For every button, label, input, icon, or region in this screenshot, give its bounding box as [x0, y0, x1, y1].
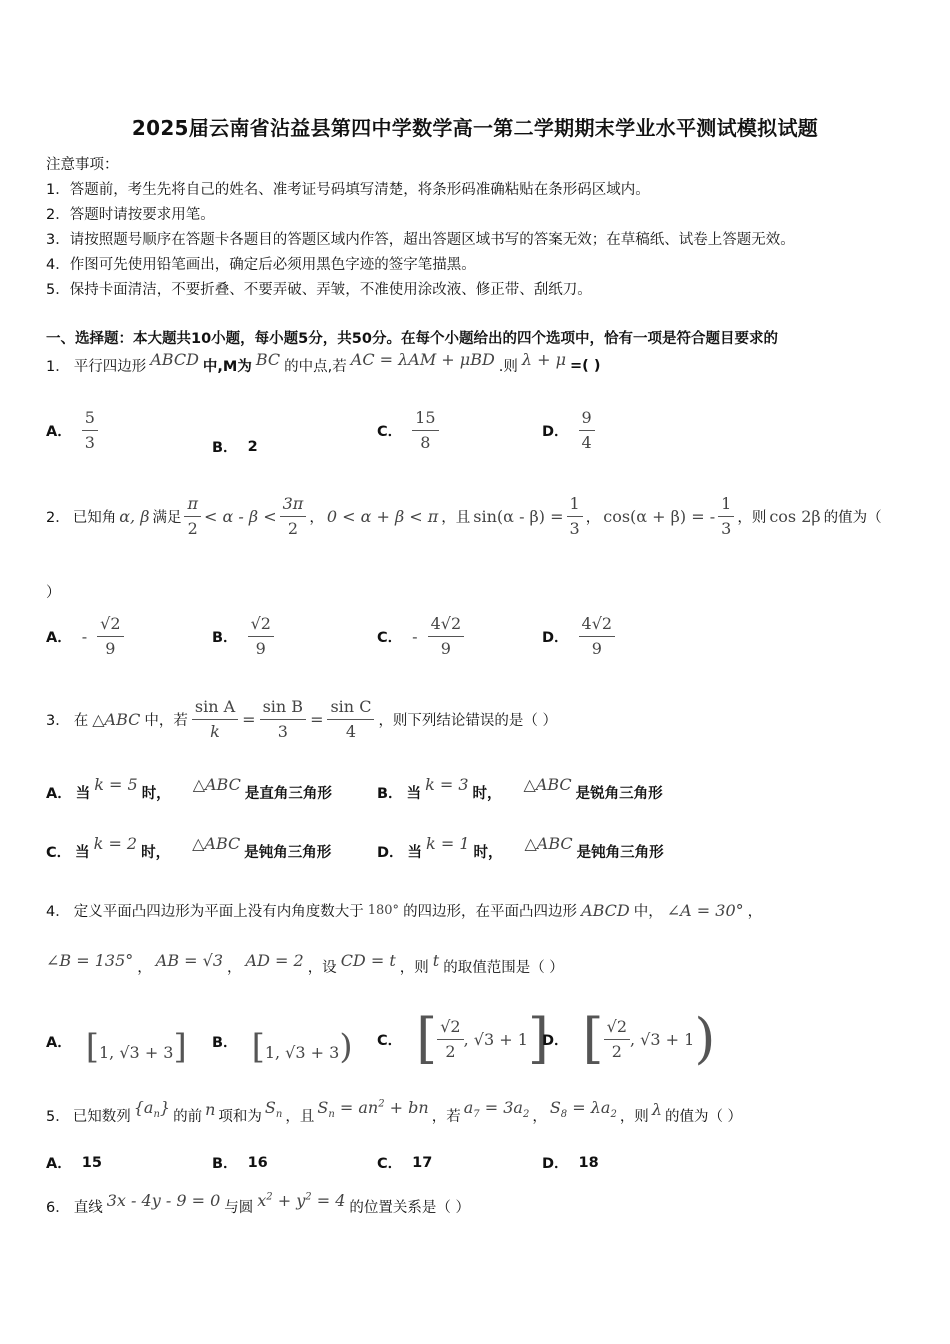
- option-label: A．: [46, 1156, 72, 1172]
- option-label: D．: [377, 845, 404, 861]
- fraction: $\frac{3\pi}{2}$: [280, 494, 307, 539]
- section-heading: 一、选择题：本大题共10小题，每小题5分，共50分。在每个小题给出的四个选项中，恰有一项是符合题目要求的: [46, 331, 778, 347]
- option-value: 16: [247, 1154, 268, 1171]
- option-label: A．: [46, 630, 72, 646]
- question-text: 的值为（ ）: [664, 1108, 743, 1125]
- fraction: $\frac{√2}{2}$: [604, 1017, 630, 1062]
- interval-value: , √3 + 1: [463, 1029, 528, 1049]
- option-a[interactable]: [46, 1027, 187, 1067]
- math-expr: k = 2: [93, 834, 138, 853]
- question-text: 的取值范围是（ ）: [443, 960, 564, 976]
- option-label: B．: [212, 1034, 238, 1051]
- question-text: 已知数列: [72, 1108, 131, 1125]
- fraction: $\frac{√2}{2}$: [437, 1017, 463, 1062]
- math-expr: ABCD: [581, 901, 630, 920]
- math-expr: ABCD: [150, 350, 199, 369]
- question-text: ，且: [285, 1108, 315, 1125]
- math-expr: cos 2β: [769, 507, 821, 526]
- notes-heading: 注意事项：: [46, 157, 119, 173]
- question-3: [46, 697, 557, 742]
- math-expr: △ABC: [523, 775, 572, 794]
- option-c[interactable]: [377, 408, 439, 453]
- fraction: $\frac{\text{sin C}}{4}$: [327, 697, 374, 742]
- bracket-right: ]: [527, 1007, 549, 1070]
- question-text: 定义平面凸四边形为平面上没有内角度数大于: [73, 904, 364, 920]
- math-expr: sin(α - β) =: [473, 507, 564, 526]
- fraction: $\frac{9}{4}$: [579, 408, 595, 453]
- fraction: $\frac{√2}{9}$: [97, 614, 123, 659]
- math-expr: AB = √3: [155, 951, 224, 970]
- bracket-left: [: [416, 1007, 438, 1070]
- option-text: 是钝角三角形: [576, 845, 664, 861]
- math-expr: BC: [255, 350, 281, 369]
- question-text: ，: [747, 904, 763, 920]
- option-value: 17: [412, 1154, 433, 1171]
- bracket-right: ]: [173, 1027, 187, 1067]
- question-text: 平行四边形: [73, 359, 147, 375]
- question-text: 的位置关系是（ ）: [349, 1200, 471, 1216]
- fraction: $\frac{\pi}{2}$: [184, 494, 201, 539]
- option-value: 15: [81, 1154, 102, 1171]
- question-text: ，且: [441, 510, 471, 526]
- option-c[interactable]: [46, 834, 332, 862]
- question-text: ，则: [619, 1108, 649, 1125]
- option-c[interactable]: [377, 1152, 432, 1173]
- option-label: D．: [542, 1032, 569, 1049]
- interval-value: 1, √3 + 3: [264, 1043, 340, 1062]
- option-label: B．: [212, 440, 238, 456]
- option-text: 时，: [141, 845, 171, 861]
- option-b[interactable]: [212, 1152, 268, 1173]
- option-d[interactable]: [377, 834, 664, 862]
- math-expr: △ABC: [524, 834, 573, 853]
- option-label: C．: [377, 424, 403, 440]
- option-label: A．: [46, 1034, 72, 1051]
- math-expr: △ABC: [92, 710, 141, 729]
- math-expr: △ABC: [192, 775, 241, 794]
- paren-right: ): [694, 1007, 716, 1070]
- question-text: 的四边形，在平面凸四边形: [403, 904, 578, 920]
- option-label: B．: [212, 630, 238, 646]
- math-sign: -: [412, 627, 418, 646]
- question-number: 5．: [46, 1108, 70, 1125]
- option-b[interactable]: [212, 1027, 353, 1067]
- paren-right: ): [339, 1027, 353, 1067]
- note-item: 1．答题前，考生先将自己的姓名、准考证号码填写清楚，将条形码准确粘贴在条形码区域内。: [46, 182, 650, 198]
- math-expr: CD = t: [340, 951, 396, 970]
- math-expr: λ + μ: [521, 350, 567, 369]
- option-a[interactable]: [46, 408, 98, 453]
- math-expr: AC = λAM + μBD: [350, 350, 495, 369]
- question-text: ，则下列结论错误的是（ ）: [378, 713, 558, 729]
- option-label: D．: [542, 630, 569, 646]
- option-d[interactable]: [542, 1152, 599, 1173]
- question-2: [46, 494, 882, 539]
- fraction: $\frac{4√2}{9}$: [579, 614, 616, 659]
- math-expr: △ABC: [192, 834, 241, 853]
- question-number: 3．: [46, 713, 70, 729]
- option-text: 当: [407, 845, 423, 861]
- question-text: 与圆: [224, 1200, 254, 1216]
- option-text: 是钝角三角形: [244, 845, 332, 861]
- fraction: $\frac{\text{sin B}}{3}$: [260, 697, 306, 742]
- question-text: =( ): [570, 357, 601, 374]
- question-text: ，若: [431, 1108, 461, 1125]
- question-number: 1．: [46, 359, 70, 375]
- option-d[interactable]: [542, 614, 615, 659]
- question-text: .则: [498, 359, 518, 375]
- question-4: [46, 900, 762, 921]
- question-text: 的中点,若: [284, 359, 347, 375]
- option-label: C．: [46, 845, 72, 861]
- interval-value: 1, √3 + 3: [99, 1043, 174, 1062]
- math-expr: $x^2 + y^2 = 4$: [257, 1191, 346, 1210]
- option-label: C．: [377, 1156, 403, 1172]
- interval-value: , √3 + 1: [630, 1029, 695, 1049]
- question-text: 满足: [152, 510, 182, 526]
- option-text: 时，: [141, 786, 171, 802]
- option-text: 当: [406, 786, 422, 802]
- question-text: 直线: [73, 1200, 103, 1216]
- fraction: $\frac{1}{3}$: [718, 494, 734, 539]
- math-expr: $S_n = an^2$ + bn: [317, 1098, 429, 1121]
- question-text: 中，: [633, 904, 663, 920]
- question-text: ，: [585, 510, 601, 526]
- note-item: 2．答题时请按要求用笔。: [46, 207, 215, 223]
- question-text: ，设: [307, 960, 337, 976]
- math-expr: k = 3: [425, 775, 469, 794]
- option-value: 18: [578, 1154, 599, 1171]
- option-c[interactable]: [377, 614, 464, 659]
- math-expr: 3x - 4y - 9 = 0: [106, 1191, 221, 1210]
- math-expr: $S_n$: [264, 1098, 283, 1121]
- option-label: B．: [212, 1156, 238, 1172]
- sequence-symbol: $\{a_n\}$: [133, 1098, 171, 1121]
- question-4-line2: [46, 951, 564, 977]
- question-text: 中，若: [144, 713, 188, 729]
- exam-title: 2025届云南省沾益县第四中学数学高一第二学期期末学业水平测试模拟试题: [131, 116, 819, 140]
- option-label: C．: [377, 1032, 403, 1049]
- math-expr: t: [432, 951, 440, 970]
- math-expr: k = 1: [426, 834, 470, 853]
- question-text: ，: [227, 960, 242, 976]
- bracket-left: [: [582, 1007, 604, 1070]
- question-text: ，则: [737, 510, 767, 526]
- question-6: [46, 1191, 471, 1217]
- question-number: 6．: [46, 1200, 70, 1216]
- option-label: A．: [46, 424, 72, 440]
- question-text: ，: [137, 960, 152, 976]
- interval: [251, 1027, 353, 1067]
- math-expr: n: [205, 1099, 216, 1119]
- option-d[interactable]: [542, 1007, 716, 1070]
- option-label: D．: [542, 1156, 569, 1172]
- math-expr: =: [310, 710, 324, 729]
- option-a[interactable]: [46, 1152, 102, 1173]
- question-text: ）: [46, 585, 61, 601]
- math-sign: -: [81, 627, 88, 646]
- option-b[interactable]: [212, 436, 258, 457]
- fraction: $\frac{4√2}{9}$: [428, 614, 465, 659]
- note-item: 5．保持卡面清洁，不要折叠、不要弄破、弄皱，不准使用涂改液、修正带、刮纸刀。: [46, 282, 592, 298]
- interval: [85, 1027, 187, 1067]
- option-text: 是直角三角形: [244, 786, 332, 802]
- question-text: 项和为: [218, 1108, 262, 1125]
- question-1: [46, 350, 601, 376]
- question-number: 2．: [46, 510, 70, 526]
- option-label: A．: [46, 786, 72, 802]
- fraction: $\frac{15}{8}$: [412, 408, 438, 453]
- math-expr: 180°: [367, 903, 400, 918]
- math-expr: 0 < α + β < π: [326, 507, 439, 526]
- math-expr: ∠A = 30°: [666, 901, 744, 920]
- option-c[interactable]: [377, 1007, 549, 1070]
- question-text: ，: [309, 510, 324, 526]
- option-text: 是锐角三角形: [575, 786, 663, 802]
- note-item: 4．作图可先使用铅笔画出，确定后必须用黑色字迹的签字笔描黑。: [46, 257, 476, 273]
- note-item: 3．请按照题号顺序在答题卡各题目的答题区域内作答，超出答题区域书写的答案无效；在草稿纸、试卷上答题无效。: [46, 232, 795, 248]
- fraction: $\frac{1}{3}$: [567, 494, 583, 539]
- option-text: 时，: [472, 786, 502, 802]
- option-a[interactable]: [46, 614, 124, 659]
- question-text: 中,M为: [202, 359, 252, 375]
- question-number: 4．: [46, 904, 70, 920]
- math-expr: < α - β <: [203, 507, 277, 526]
- question-text: 的值为（: [823, 510, 882, 526]
- question-5: [46, 1098, 743, 1126]
- option-label: C．: [377, 630, 403, 646]
- question-text: 已知角: [72, 510, 117, 526]
- math-expr: $a_7 = 3a_2$: [463, 1098, 530, 1121]
- fraction: $\frac{√2}{9}$: [248, 614, 274, 659]
- option-label: D．: [542, 424, 569, 440]
- option-label: B．: [377, 786, 403, 802]
- option-value: 2: [247, 438, 258, 455]
- question-text: 的前: [173, 1108, 203, 1125]
- option-b[interactable]: [212, 614, 274, 659]
- math-expr: α, β: [119, 507, 150, 526]
- option-b[interactable]: [377, 775, 663, 803]
- question-text: ，则: [399, 960, 429, 976]
- math-expr: $S_8 = \lambda a_2$: [549, 1098, 617, 1121]
- math-expr: =: [242, 710, 256, 729]
- option-d[interactable]: [542, 408, 595, 453]
- math-expr: ∠B = 135°: [46, 951, 134, 970]
- option-text: 当: [75, 786, 91, 802]
- fraction: $\frac{\text{sin A}}{k}$: [192, 697, 238, 742]
- math-expr: AD = 2: [245, 951, 304, 970]
- option-text: 时，: [473, 845, 503, 861]
- math-expr: cos(α + β) = -: [603, 507, 716, 526]
- math-expr: λ: [651, 1099, 662, 1119]
- interval: [416, 1007, 549, 1070]
- bracket-left: [: [251, 1027, 265, 1067]
- interval: [582, 1007, 716, 1070]
- fraction: $\frac{5}{3}$: [82, 408, 98, 453]
- question-text: 在: [73, 713, 89, 729]
- option-a[interactable]: [46, 775, 332, 803]
- bracket-left: [: [85, 1027, 99, 1067]
- question-text: ，: [532, 1108, 547, 1125]
- math-expr: k = 5: [94, 775, 138, 794]
- option-text: 当: [75, 845, 90, 861]
